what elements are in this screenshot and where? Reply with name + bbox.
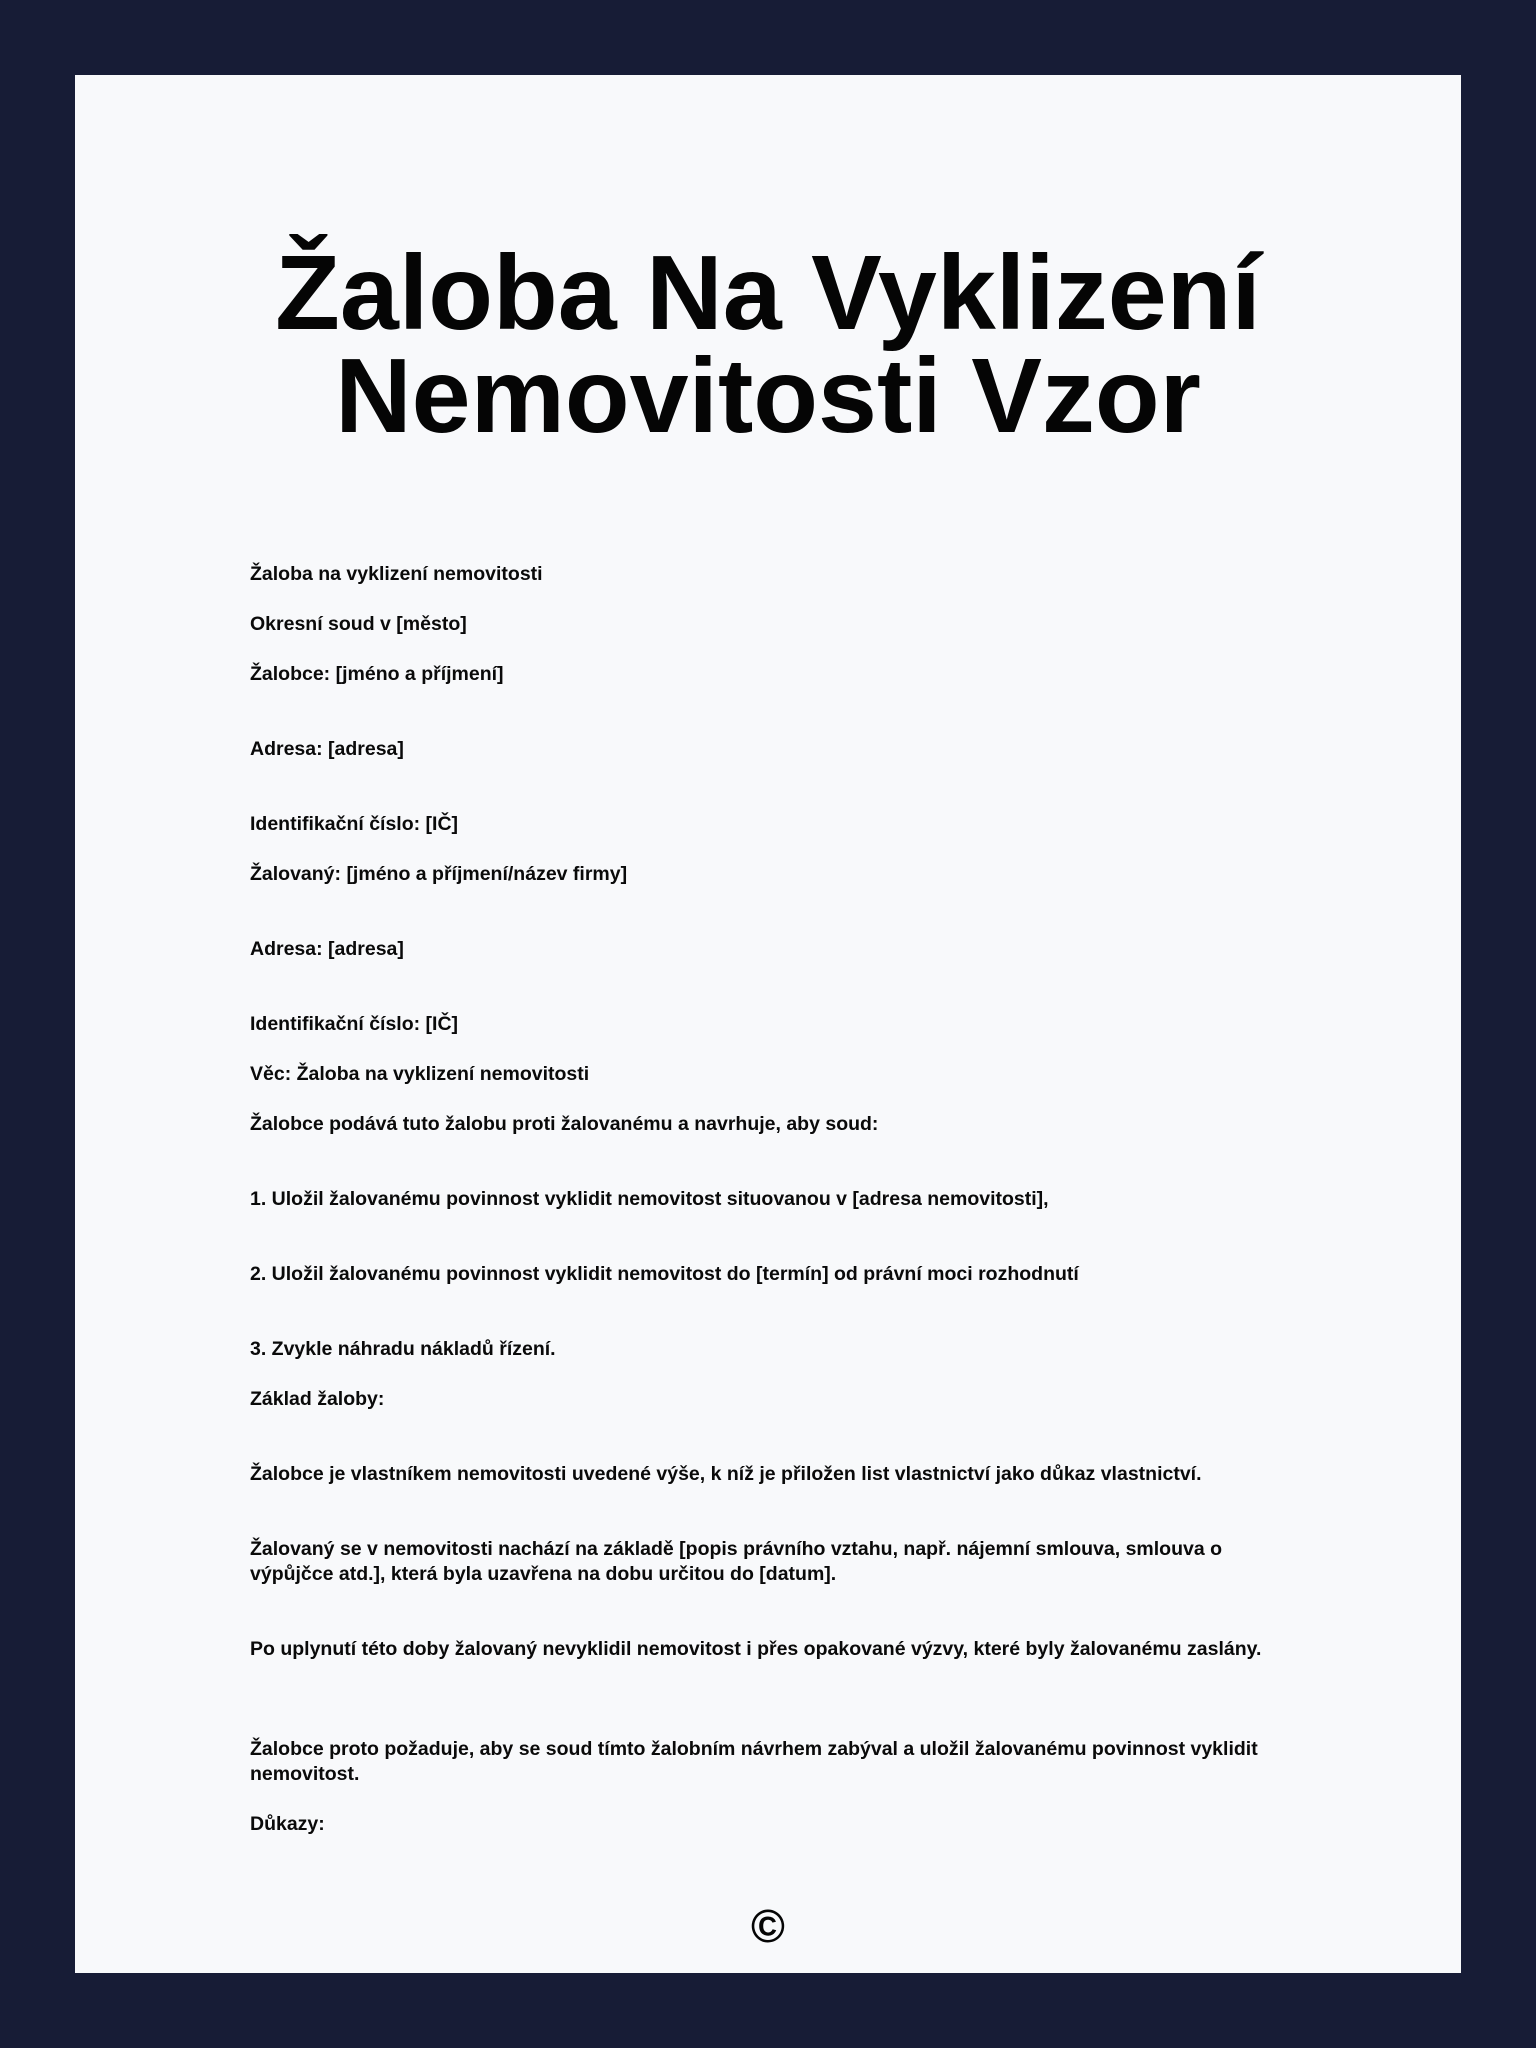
title-line-2: Nemovitosti Vzor bbox=[335, 337, 1201, 455]
petition-item-3: 3. Zvykle náhradu nákladů řízení. bbox=[250, 1338, 556, 1360]
grounds-paragraph-2: Žalovaný se v nemovitosti nachází na základě [popis právního vztahu, např. nájemní smlouva, smlouva o výpůjčce atd.], která byla uzavřena na dobu určitou do [datum]. bbox=[250, 1538, 1223, 1585]
plaintiff-id: Identifikační číslo: [IČ] bbox=[250, 813, 459, 835]
evidence-heading: Důkazy: bbox=[250, 1813, 325, 1835]
grounds-paragraph-4: Žalobce proto požaduje, aby se soud tímto žalobním návrhem zabýval a uložil žalovanému povinnost vyklidit nemovitost. bbox=[250, 1738, 1258, 1785]
court-line: Okresní soud v [město] bbox=[250, 613, 467, 635]
defendant-address: Adresa: [adresa] bbox=[250, 938, 404, 960]
petition-item-2: 2. Uložil žalovanému povinnost vyklidit nemovitost do [termín] od právní moci rozhodnutí bbox=[250, 1263, 1079, 1285]
grounds-paragraph-3: Po uplynutí této doby žalovaný nevyklidil nemovitost i přes opakované výzvy, které byly žalovanému zaslány. bbox=[250, 1638, 1262, 1660]
grounds-paragraph-1: Žalobce je vlastníkem nemovitosti uvedené výše, k níž je přiložen list vlastnictví jako důkaz vlastnictví. bbox=[250, 1463, 1202, 1485]
petition-item-1: 1. Uložil žalovanému povinnost vyklidit nemovitost situovanou v [adresa nemovitosti], bbox=[250, 1188, 1049, 1210]
petition-intro: Žalobce podává tuto žalobu proti žalovanému a navrhuje, aby soud: bbox=[250, 1113, 879, 1135]
plaintiff-address: Adresa: [adresa] bbox=[250, 738, 404, 760]
defendant-line: Žalovaný: [jméno a příjmení/název firmy] bbox=[250, 863, 628, 885]
copyright-icon: © bbox=[751, 1900, 785, 1952]
document-body bbox=[250, 75, 1290, 1973]
grounds-heading: Základ žaloby: bbox=[250, 1388, 385, 1410]
plaintiff-line: Žalobce: [jméno a příjmení] bbox=[250, 663, 504, 685]
title-line-1: Žaloba Na Vyklizení bbox=[275, 234, 1261, 352]
defendant-id: Identifikační číslo: [IČ] bbox=[250, 1013, 459, 1035]
document-page bbox=[75, 75, 1461, 1973]
subject-line: Věc: Žaloba na vyklizení nemovitosti bbox=[250, 1063, 590, 1085]
heading-paragraph: Žaloba na vyklizení nemovitosti bbox=[250, 563, 543, 585]
